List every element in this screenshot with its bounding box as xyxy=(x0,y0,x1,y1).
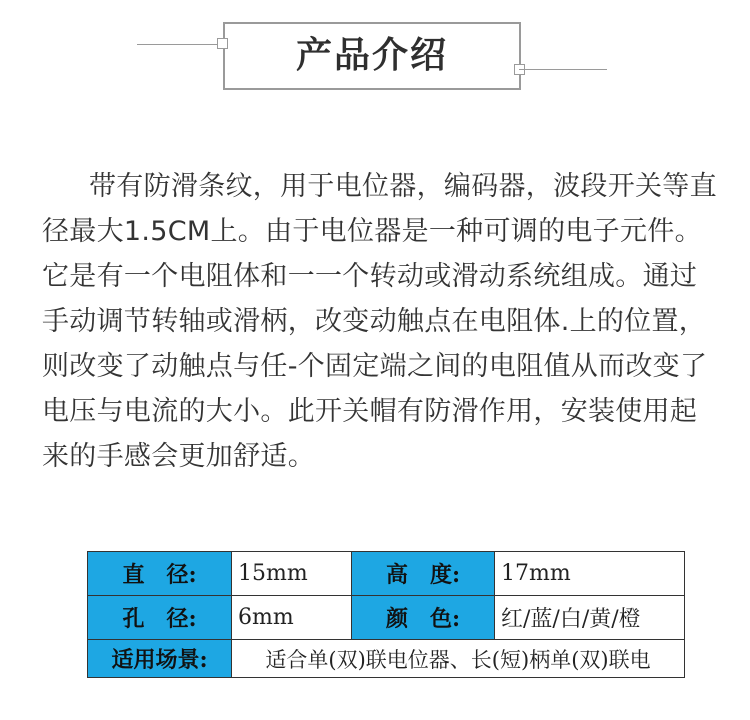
page-title: 产品介绍 xyxy=(295,35,448,76)
hole-label: 孔 径: xyxy=(88,596,232,640)
title-line-left xyxy=(137,44,223,45)
scene-label: 适用场景: xyxy=(88,640,232,678)
color-value: 红/蓝/白/黄/橙 xyxy=(495,596,685,640)
product-description: 带有防滑条纹，用于电位器，编码器，波段开关等直径最大1.5CM上。由于电位器是一种可调的电子元件。它是有一个电阻体和一一个转动或滑动系统组成。通过手动调节转轴或滑柄，改变动触点在电阻体.上的位置，则改变了动触点与任-个固定端之间的电阻值从而改变了电压与电流的大小。此开关帽有防滑作用，安装使用起来的手感会更加舒适。 xyxy=(42,171,717,472)
table-row xyxy=(88,552,685,596)
scene-value: 适合单(双)联电位器、长(短)柄单(双)联电 xyxy=(232,640,685,678)
height-label: 高 度: xyxy=(352,552,495,596)
table-row xyxy=(88,596,685,640)
height-value: 17mm xyxy=(495,552,685,596)
title-line-right xyxy=(519,69,607,70)
hole-value: 6mm xyxy=(232,596,352,640)
diameter-label: 直 径: xyxy=(88,552,232,596)
table-row xyxy=(88,640,685,678)
title-banner xyxy=(0,0,750,110)
color-label: 颜 色: xyxy=(352,596,495,640)
spec-table xyxy=(87,551,685,678)
diameter-value: 15mm xyxy=(232,552,352,596)
